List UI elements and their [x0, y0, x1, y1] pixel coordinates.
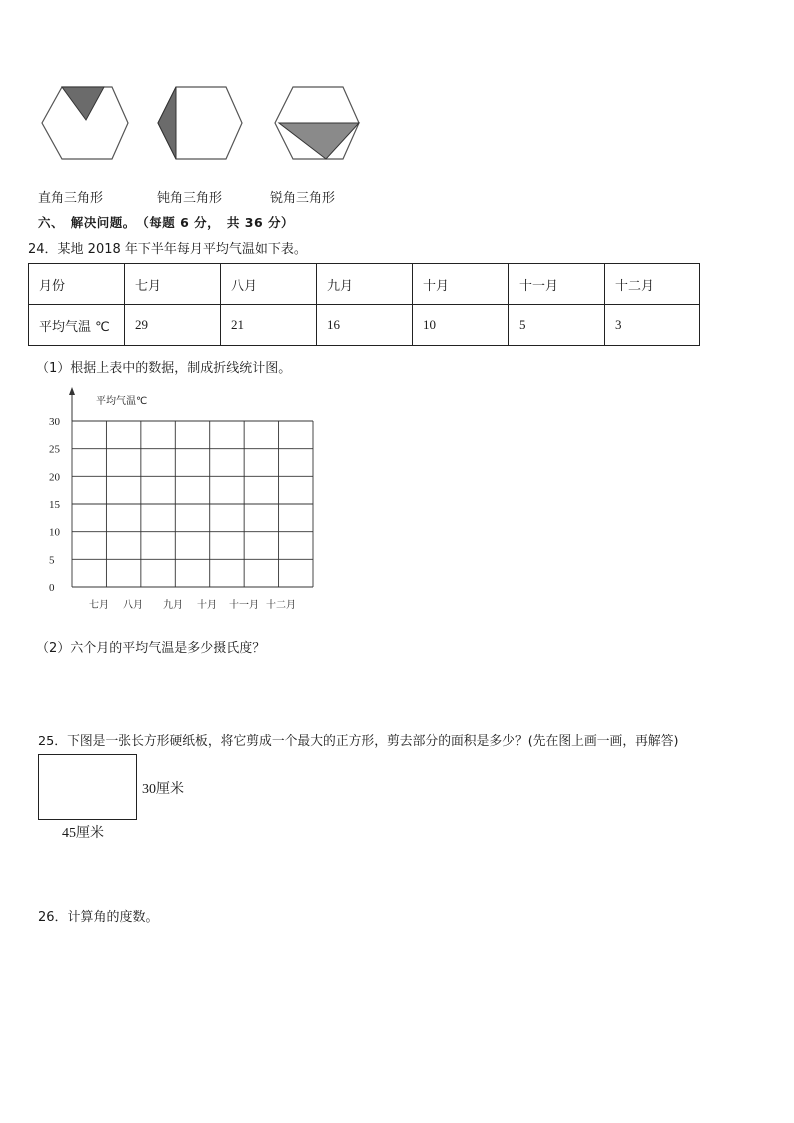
table-header-month: 月份: [29, 264, 125, 305]
table-cell: 十月: [413, 264, 509, 305]
q24-text: 24．某地 2018 年下半年每月平均气温如下表。: [28, 242, 307, 257]
y-tick-label: 30: [49, 416, 60, 428]
x-tick-label: 十月: [197, 600, 217, 611]
table-cell: 十二月: [605, 264, 700, 305]
chart-y-ticks: [49, 416, 61, 594]
table-row: [29, 305, 700, 346]
y-tick-label: 15: [49, 499, 60, 511]
table-cell: 10: [413, 305, 509, 346]
table-cell: 16: [317, 305, 413, 346]
chart-y-axis: [69, 387, 75, 421]
caption-right-triangle: 直角三角形: [38, 191, 104, 206]
hexagon-acute-triangle: [275, 87, 359, 159]
table-cell: 十一月: [509, 264, 605, 305]
table-cell: 21: [221, 305, 317, 346]
y-tick-label: 0: [49, 582, 55, 594]
x-tick-label: 十一月: [229, 600, 259, 611]
y-tick-label: 20: [49, 471, 60, 484]
x-tick-label: 九月: [163, 600, 183, 611]
chart-x-ticks: [89, 598, 296, 611]
q25-text: 25．下图是一张长方形硬纸板，将它剪成一个最大的正方形，剪去部分的面积是多少？(先在图上画一画，再解答): [38, 734, 679, 749]
q24-part1: （1）根据上表中的数据，制成折线统计图。: [36, 361, 292, 376]
blank-line-chart: [40, 385, 330, 620]
y-tick-label: 5: [49, 554, 55, 567]
table-cell: 3: [605, 305, 700, 346]
hexagon-obtuse-triangle: [158, 87, 242, 159]
table-cell: 七月: [125, 264, 221, 305]
y-tick-label: 25: [49, 443, 60, 456]
hexagon-figures: [30, 80, 370, 170]
chart-y-label: 平均气温℃: [96, 396, 148, 407]
section-heading: 六、 解决问题。 （每题 6 分， 共 36 分）: [38, 215, 295, 230]
caption-obtuse-triangle: 钝角三角形: [157, 191, 223, 206]
table-cell: 九月: [317, 264, 413, 305]
chart-grid: [72, 421, 313, 587]
x-tick-label: 七月: [89, 600, 109, 611]
x-tick-label: 十二月: [266, 600, 296, 611]
q24-part2: （2）六个月的平均气温是多少摄氏度？: [36, 641, 266, 656]
table-cell: 29: [125, 305, 221, 346]
x-tick-label: 八月: [123, 600, 143, 611]
y-tick-label: 10: [49, 526, 60, 539]
rectangle-cardboard: [38, 754, 137, 820]
y-axis-arrow-icon: [69, 387, 75, 395]
temperature-table: [28, 263, 700, 346]
table-cell: 5: [509, 305, 605, 346]
q26-text: 26．计算角的度数。: [38, 910, 159, 925]
table-header-temp: 平均气温 ℃: [29, 305, 125, 346]
table-row: [29, 264, 700, 305]
hexagon-right-triangle: [42, 87, 128, 159]
table-cell: 八月: [221, 264, 317, 305]
caption-acute-triangle: 锐角三角形: [270, 191, 336, 206]
height-label: 30厘米: [142, 782, 184, 797]
width-label: 45厘米: [62, 826, 104, 841]
